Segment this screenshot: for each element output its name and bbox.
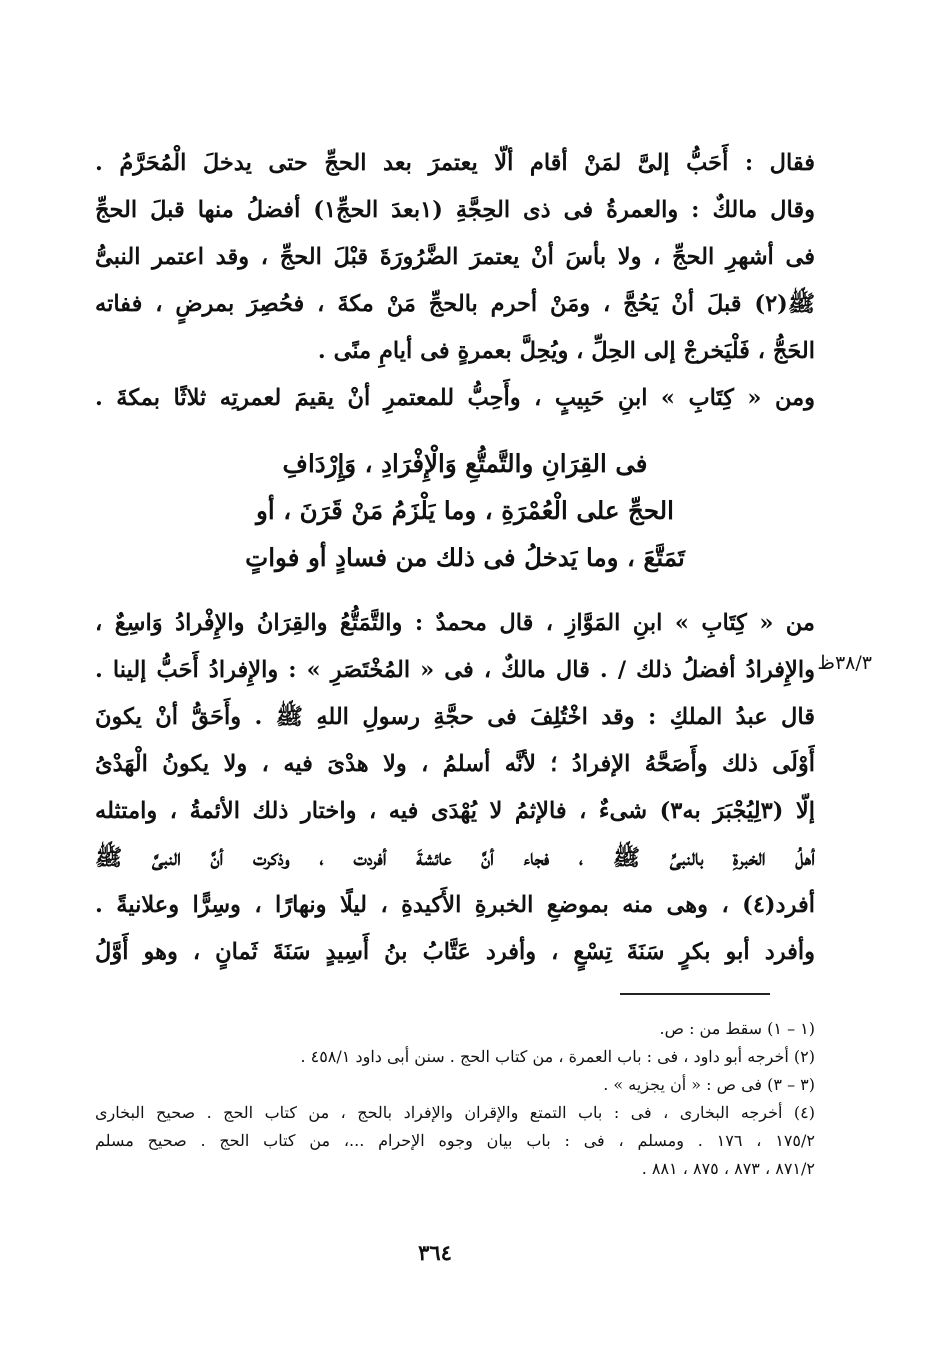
body-line: أَوْلَى ذلك وأَصَحَّهُ الإفرادُ ؛ لأنَّه أسلمُ ، ولا هدْىَ فيه ، ولا يكونُ الْهَدْىُ bbox=[95, 751, 815, 777]
footnote: (٢) أخرجه أبو داود ، فى : باب العمرة ، من كتاب الحج . سنن أبى داود ٤٥٨/١ . bbox=[300, 1047, 815, 1066]
section-heading bbox=[245, 440, 685, 581]
body-line: أهلُ الخبرةِ بالنبىِّ ﷺ ، فجاء أنَّ عائشةَ أفردت ، وذكرت أنَّ النبىَّ ﷺ bbox=[95, 845, 815, 871]
body-text-continued bbox=[95, 600, 815, 976]
body-line: ﷺ(٢) قبلَ أنْ يَحُجَّ ، ومَنْ أحرم بالحجِّ مَنْ مكةَ ، فحُصِرَ بمرضٍ ، ففاته bbox=[95, 291, 815, 317]
body-line: من « كِتَابِ » ابنِ المَوَّازِ ، قال محمدٌ : والتَّمَتُّعُ والقِرَانُ والإِفْرادُ وَاسِعٌ ، bbox=[95, 610, 815, 636]
footnote: (٣ – ٣) فى ص : « أن يجزيه » . bbox=[603, 1075, 815, 1094]
body-line: الحَجُّ ، فَلْيَخرجْ إلى الحِلِّ ، ويُحِلَّ بعمرةٍ فى أيامِ منًى . bbox=[317, 338, 815, 364]
heading-line: تَمَتَّعَ ، وما يَدخلُ فى ذلك من فسادٍ أو فواتٍ bbox=[245, 543, 685, 572]
page-number: ٣٦٤ bbox=[418, 1240, 452, 1265]
heading-line: الحجِّ على الْعُمْرَةِ ، وما يَلْزَمُ مَنْ قَرَنَ ، أو bbox=[256, 496, 674, 525]
body-line: وأفرد أبو بكرٍ سَنَةَ تِسْعٍ ، وأفرد عَتَّابُ بنُ أَسِيدٍ سَنَةَ ثَمانٍ ، وهو أَوَّلُ bbox=[95, 939, 815, 965]
body-line: أفرد(٤) ، وهى منه بموضعِ الخبرةِ الأَكيدةِ ، ليلًا ونهارًا ، وسِرًّا وعلانيةً . bbox=[95, 892, 815, 918]
body-line: فقال : أَحَبُّ إلىَّ لمَنْ أقام ألّا يعتمرَ بعد الحجِّ حتى يدخلَ الْمُحَرَّمُ . bbox=[95, 150, 815, 176]
body-line: إلّا (٣لِيُجْبَرَ به٣) شىءٌ ، فالإثمُ لا يُهْدَى فيه ، واختار ذلك الأئمةُ ، وامتثله bbox=[95, 798, 815, 824]
footnote-divider bbox=[620, 993, 770, 995]
footnote: (٤) أخرجه البخارى ، فى : باب التمتع والإقران والإفراد بالحج ، من كتاب الحج . صحيح البخارى bbox=[95, 1103, 815, 1122]
body-line: فى أشهرِ الحجِّ ، ولا بأسَ أنْ يعتمرَ الضَّرُورَةَ قبْلَ الحجِّ ، وقد اعتمر النبىُّ bbox=[95, 244, 815, 270]
body-line: وقال مالكٌ : والعمرةُ فى ذى الحِجَّةِ (١بعدَ الحجِّ١) أفضلُ منها قبلَ الحجِّ bbox=[95, 197, 815, 223]
footnote: ١٧٥/٢ ، ١٧٦ . ومسلم ، فى : باب بيان وجوه الإحرام ...، من كتاب الحج . صحيح مسلم bbox=[95, 1131, 815, 1150]
body-line: والإِفرادُ أفضلُ ذلك / . قال مالكٌ ، فى « المُخْتَصَرِ » : والإِفرادُ أَحَبُّ إلينا . bbox=[95, 657, 815, 683]
footnote: ٨٧١/٢ ، ٨٧٣ ، ٨٧٥ ، ٨٨١ . bbox=[641, 1159, 815, 1178]
footnotes bbox=[95, 1015, 815, 1183]
heading-line: فى القِرَانِ والتَّمتُّعِ وَالْإِفْرَادِ ، وَإِرْدَافِ bbox=[282, 449, 648, 478]
body-line: ومن « كِتَابِ » ابنِ حَبِيبٍ ، وأَحِبُّ للمعتمرِ أنْ يقيمَ لعمرتِه ثلاثًا بمكةَ . bbox=[95, 385, 815, 411]
footnote: (١ – ١) سقط من : ص. bbox=[659, 1019, 815, 1038]
margin-reference: ٣٨/٣ظ bbox=[817, 652, 872, 674]
body-text bbox=[95, 140, 815, 422]
body-line: قال عبدُ الملكِ : وقد اخْتُلِفَ فى حجَّةِ رسولِ اللهِ ﷺ . وأَحَقُّ أنْ يكونَ bbox=[95, 704, 815, 730]
